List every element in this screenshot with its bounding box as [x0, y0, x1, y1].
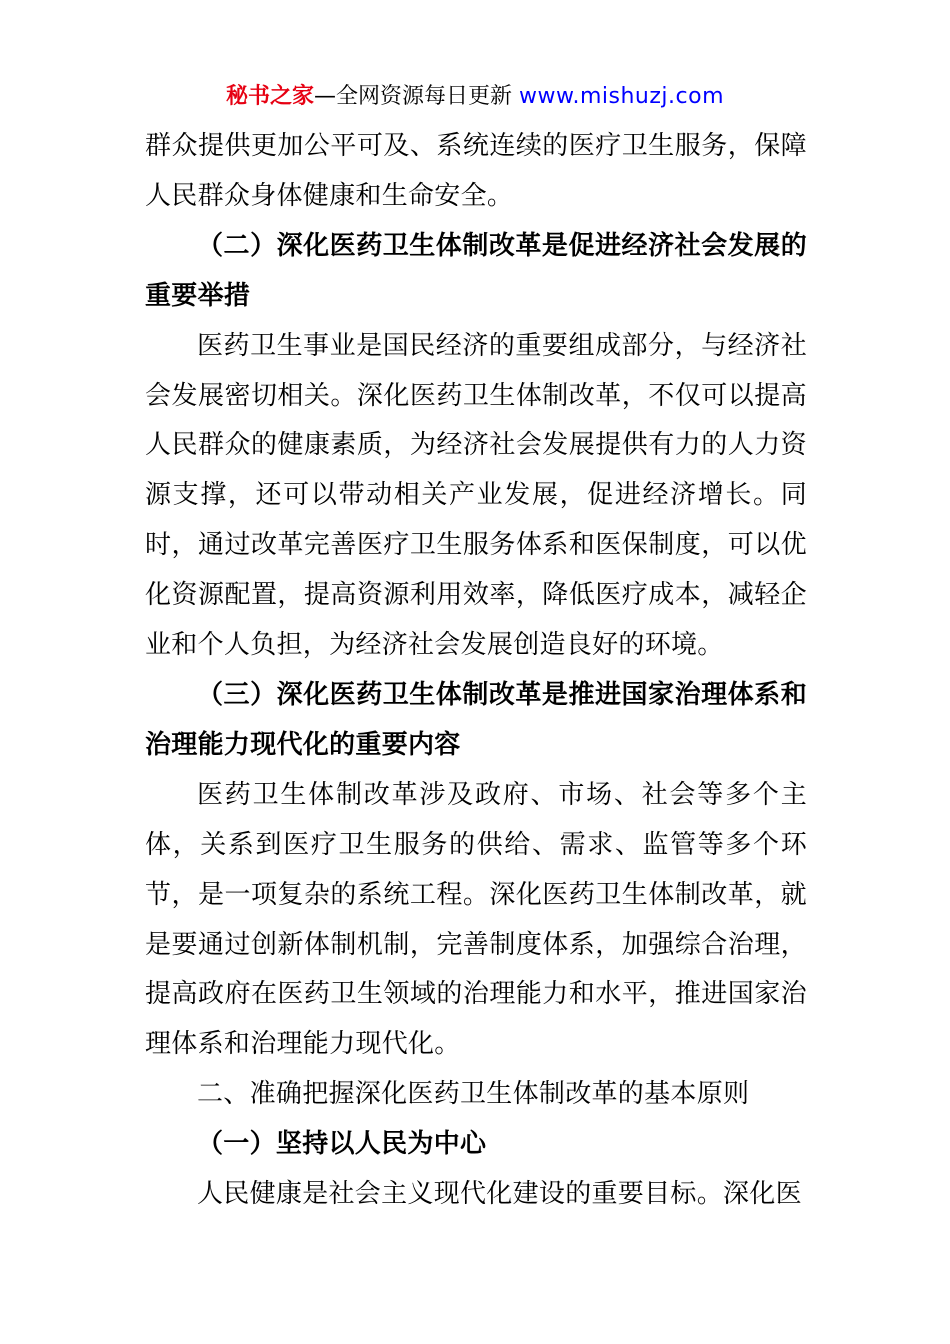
section-heading-2: （二）深化医药卫生体制改革是促进经济社会发展的重要举措 — [145, 230, 807, 311]
site-url-link[interactable]: www.mishuzj.com — [519, 84, 724, 109]
paragraph-economy: 医药卫生事业是国民经济的重要组成部分，与经济社会发展密切相关。深化医药卫生体制改革，不仅可以提高人民群众的健康素质，为经济社会发展提供有力的人力资源支撑，还可以带动相关产业发展，促进经济增长。同时，通过改革完善医疗卫生服务体系和医保制度，可以优化资源配置，提高资源利用效率，降低医疗成本，减轻企业和个人负担，为经济社会发展创造良好的环境。 — [145, 330, 807, 661]
paragraph-governance: 医药卫生体制改革涉及政府、市场、社会等多个主体，关系到医疗卫生服务的供给、需求、监管等多个环节，是一项复杂的系统工程。深化医药卫生体制改革，就是要通过创新体制机制，完善制度体系，加强综合治理，提高政府在医药卫生领域的治理能力和水平，推进国家治理体系和治理能力现代化。 — [145, 779, 807, 1060]
chapter-heading-principles: 二、准确把握深化医药卫生体制改革的基本原则 — [197, 1079, 750, 1110]
paragraph-continuation: 群众提供更加公平可及、系统连续的医疗卫生服务，保障人民群众身体健康和生命安全。 — [145, 131, 807, 211]
section-heading-people-centered: （一）坚持以人民为中心 — [197, 1129, 487, 1160]
site-slogan: —全网资源每日更新 — [314, 84, 520, 109]
document-body — [145, 122, 807, 1220]
site-header — [0, 80, 950, 114]
section-heading-3: （三）深化医药卫生体制改革是推进国家治理体系和治理能力现代化的重要内容 — [145, 679, 807, 760]
paragraph-people-health: 人民健康是社会主义现代化建设的重要目标。深化医 — [197, 1179, 802, 1210]
site-brand: 秘书之家 — [226, 84, 315, 109]
